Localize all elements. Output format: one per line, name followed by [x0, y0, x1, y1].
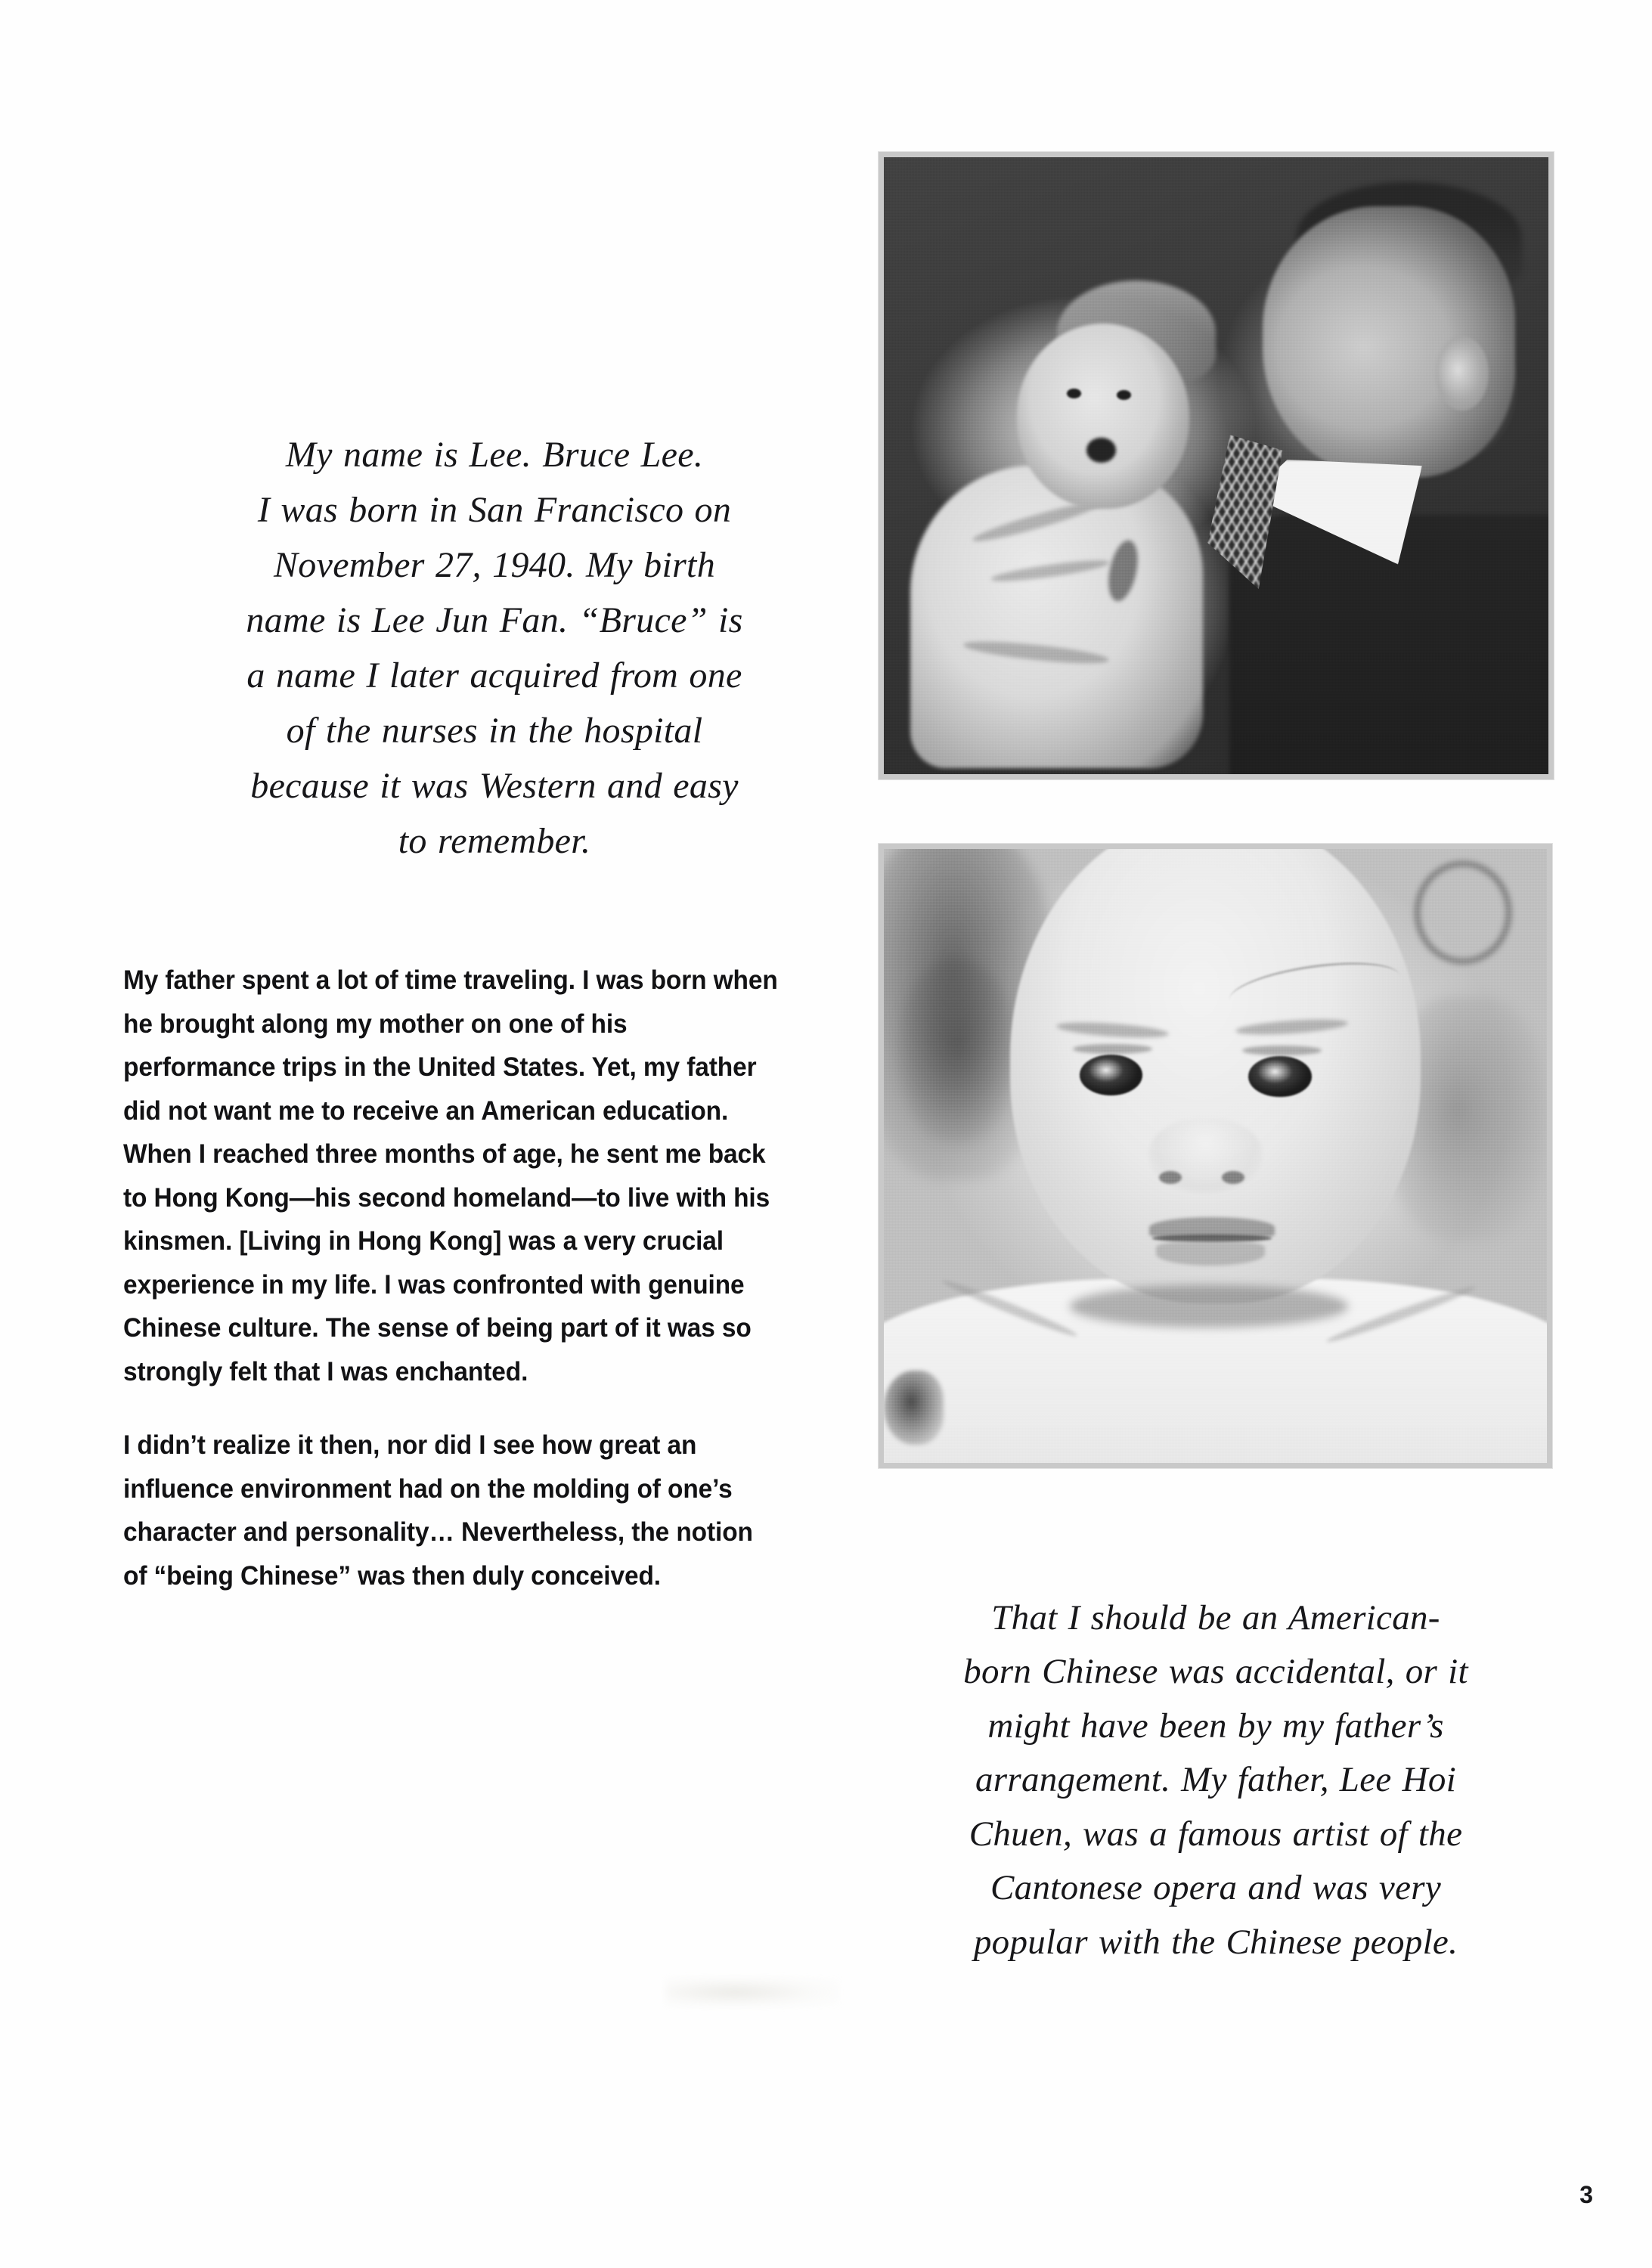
caption-quote-line: That I should be an American- [991, 1598, 1440, 1637]
father-holding-infant-photo [879, 152, 1554, 779]
caption-quote-line: born Chinese was accidental, or it [963, 1652, 1468, 1692]
right-column [848, 0, 1529, 2268]
body-paragraph: I didn’t realize it then, nor did I see how great an influence environment had on the molding of one’s character and personality… Nevertheless, the notion of “being Chinese” was then duly conceived. [123, 1430, 753, 1591]
pull-quote-line: My name is Lee. Bruce Lee. [285, 435, 704, 475]
caption-quote-line: might have been by my father’s [987, 1706, 1444, 1746]
pull-quote-line: I was born in San Francisco on [257, 489, 732, 530]
pull-quote-line: November 27, 1940. My birth [273, 544, 715, 585]
pull-quote-line: because it was Western and easy [250, 765, 739, 806]
film-grain-overlay [884, 849, 1547, 1463]
caption-quote-line: popular with the Chinese people. [973, 1922, 1458, 1962]
pull-quote-line: name is Lee Jun Fan. “Bruce” is [246, 600, 743, 640]
page-number: 3 [1579, 2181, 1593, 2208]
photo-image-area [884, 849, 1547, 1463]
infant-portrait-photo [879, 844, 1552, 1468]
body-paragraph: My father spent a lot of time traveling. I was born when he brought along my mother on one of his performance trips in the United States. Yet, my father did not want me to receive an American education. When I reached three months of age, he sent me back to Hong Kong—his second homeland—to live with his kinsmen. [Living in Hong Kong] was a very crucial experience in my life. I was confronted with genuine Chinese culture. The sense of being part of it was so strongly felt that I was enchanted. [123, 965, 778, 1387]
caption-quote-line: Cantonese opera and was very [990, 1868, 1441, 1908]
pull-quote-line: a name I later acquired from one [246, 655, 742, 696]
left-column [123, 0, 805, 2268]
caption-quote-line: arrangement. My father, Lee Hoi [975, 1760, 1457, 1800]
caption-quote [871, 1591, 1561, 1969]
pull-quote-line: of the nurses in the hospital [286, 710, 703, 751]
body-text-block [123, 959, 811, 1597]
pull-quote [153, 428, 835, 869]
pull-quote-line: to remember. [398, 820, 591, 861]
film-grain-overlay [884, 157, 1548, 774]
photo-image-area [884, 157, 1548, 774]
caption-quote-line: Chuen, was a famous artist of the [969, 1814, 1463, 1854]
